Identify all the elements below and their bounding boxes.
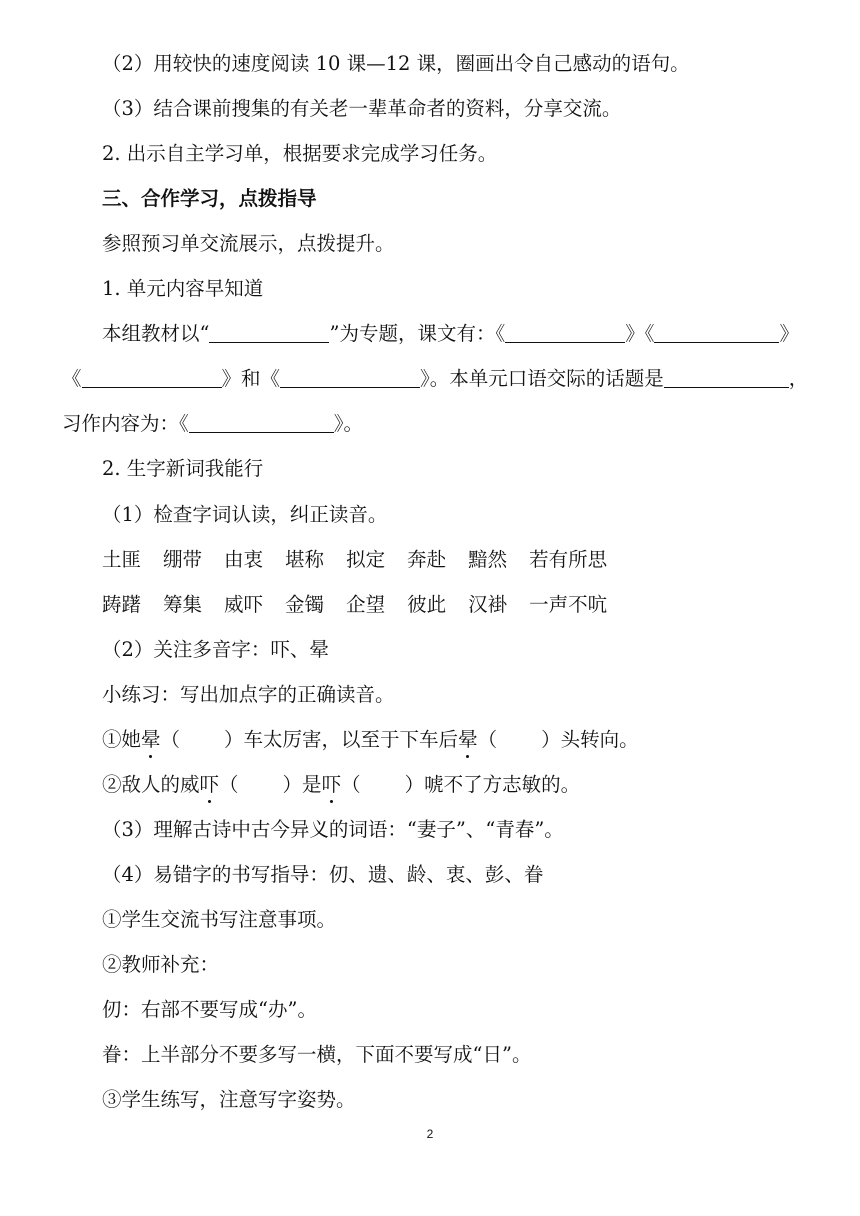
text-fragment: ”为专题，课文有：《 [329,322,506,345]
vocab-word: 彼此 [407,593,447,616]
blank-field [209,324,329,343]
text-fragment: 本组教材以“ [102,322,210,345]
text-line: （3）理解古诗中古今异义的词语：“妻子”、“青春”。 [102,818,564,841]
vocab-word: 奔赴 [407,548,447,571]
vocab-word: 企望 [346,593,386,616]
text-fragment: ）唬不了方志敏的。 [404,773,581,796]
text-line: （2）关注多音字：吓、晕 [102,638,329,661]
section-heading: 三、合作学习，点拨指导 [102,187,317,210]
dotted-char: 吓 [321,773,342,796]
subsection-heading: 1. 单元内容早知道 [102,277,264,300]
text-fragment: 》《 [625,322,655,345]
text-fragment: ）头转向。 [541,728,639,751]
vocab-word: 金镯 [285,593,325,616]
text-fragment: ①她 [102,728,142,751]
text-fragment: ， [788,367,809,390]
vocab-word: 一声不吭 [529,593,608,616]
text-line: 2. 出示自主学习单，根据要求完成学习任务。 [102,142,498,165]
vocab-word: 汉褂 [468,593,508,616]
dotted-char: 晕 [141,728,161,751]
fill-blank-line [62,412,798,436]
text-line: ③学生练写，注意写字姿势。 [102,1088,356,1111]
text-line: （3）结合课前搜集的有关老一辈革命者的资料，分享交流。 [102,97,622,120]
text-line: 仞：右部不要写成“办”。 [102,998,317,1021]
text-line: （4）易错字的书写指导：仞、遗、龄、衷、彭、眷 [102,863,544,886]
text-fragment: ）车太厉害，以至于下车后 [224,728,459,751]
text-fragment: ②敌人的威 [102,773,200,796]
text-line: ①学生交流书写注意事项。 [102,908,337,931]
text-fragment: 习作内容为：《 [62,412,189,435]
blank-field [189,414,334,433]
text-fragment: 》和《 [221,367,281,390]
text-fragment: 》。 [333,412,364,435]
fill-blank-line [102,322,798,346]
vocab-word: 由衷 [224,548,264,571]
subsection-heading: 2. 生字新词我能行 [102,457,264,480]
dotted-char: 晕 [458,728,478,751]
text-line: 眷：上半部分不要多写一横，下面不要写成“日”。 [102,1043,532,1066]
text-fragment: （ [219,773,239,796]
page-number: 2 [426,1127,434,1141]
text-line: 小练习：写出加点字的正确读音。 [102,683,395,706]
text-fragment: （ [341,773,361,796]
text-line: 参照预习单交流展示，点拨提升。 [102,232,395,255]
exercise-line [102,728,798,752]
word-list-row [102,593,798,617]
dotted-char: 吓 [199,773,220,796]
vocab-word: 若有所思 [529,548,608,571]
blank-field [505,324,625,343]
text-fragment: 》。本单元口语交际的话题是 [420,367,664,390]
vocab-word: 堪称 [285,548,325,571]
word-list-row [102,548,798,572]
text-fragment: 《 [62,367,82,390]
text-line: ②教师补充： [102,953,220,976]
vocab-word: 踌躇 [102,593,142,616]
vocab-word: 筹集 [163,593,203,616]
text-fragment: ）是 [282,773,322,796]
vocab-word: 拟定 [346,548,386,571]
vocab-word: 绷带 [163,548,203,571]
vocab-word: 土匪 [102,548,142,571]
text-fragment: （ [160,728,181,751]
exercise-line [102,773,798,797]
blank-field [664,369,789,388]
text-fragment: 》 [779,322,799,345]
text-line: （1）检查字词认读，纠正读音。 [102,503,388,526]
text-line: （2）用较快的速度阅读 10 课—12 课，圈画出令自己感动的语句。 [102,52,690,75]
vocab-word: 威吓 [224,593,264,616]
blank-field [654,324,779,343]
blank-field [280,369,420,388]
fill-blank-line [62,367,809,391]
text-fragment: （ [477,728,498,751]
blank-field [82,369,222,388]
vocab-word: 黯然 [468,548,508,571]
